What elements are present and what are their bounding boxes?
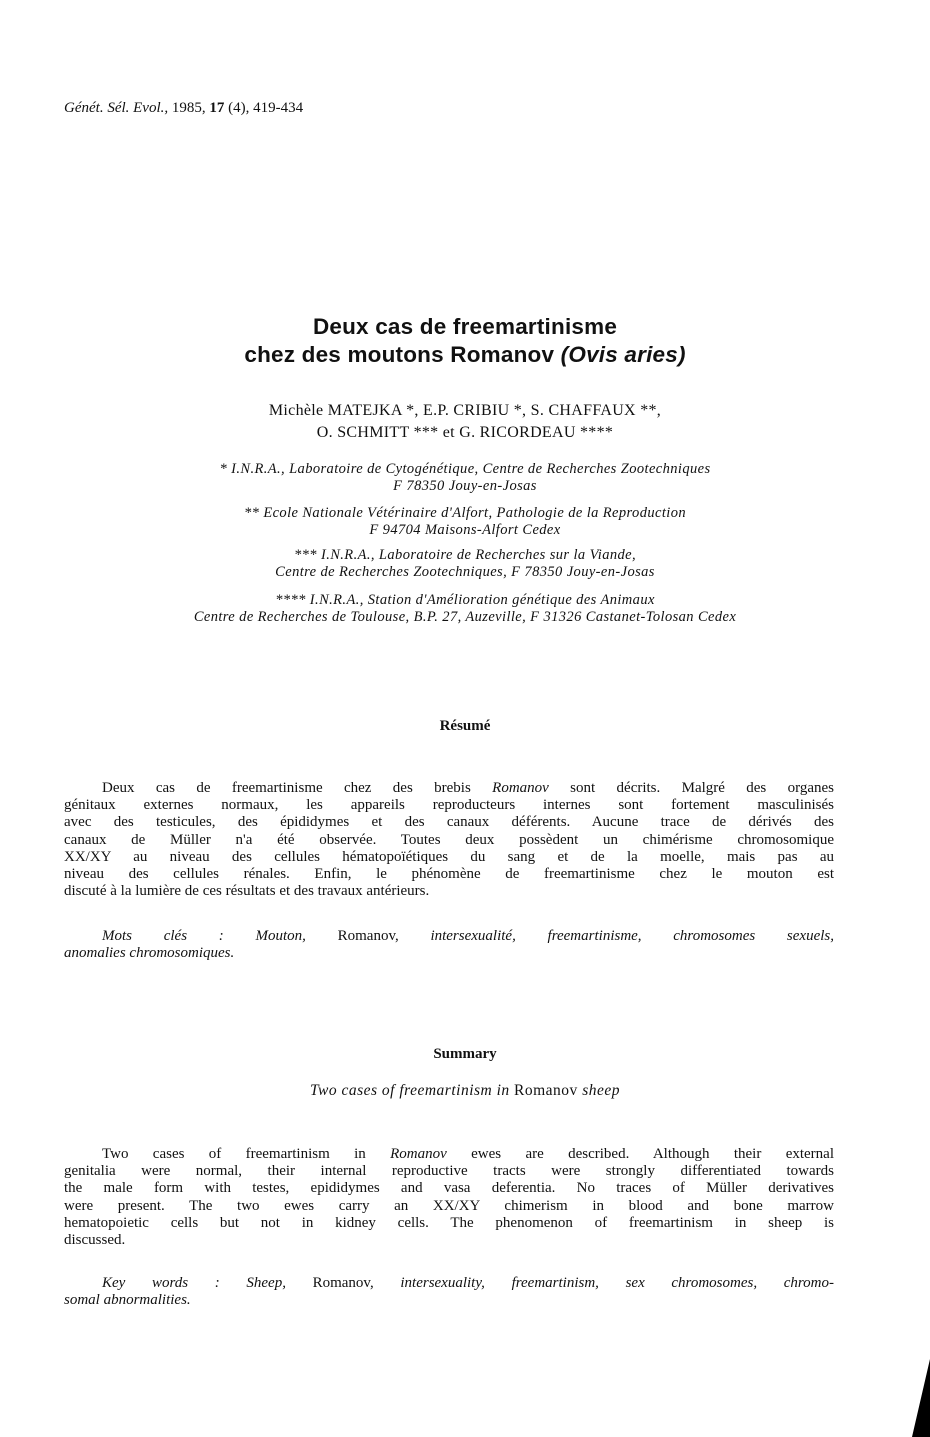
affiliation-2 [0,505,930,539]
affiliation-3-line-1: *** I.N.R.A., Laboratoire de Recherches sur la Viande, [293,547,637,563]
title-line-2 [0,341,930,369]
summary-subtitle-a: Two cases of freemartinism in [310,1082,515,1099]
summary-keywords-line-1 [64,1275,834,1292]
journal-volume: 17 [209,100,225,116]
journal-issue-pages: (4), 419-434 [228,100,304,116]
resume-line-2: génitaux externes normaux, les appareils reproducteurs internes sont fortement masculinisés [64,797,834,814]
summary-keywords-rest-1: intersexuality, freemartinism, sex chromosomes, chromo- [400,1275,834,1291]
resume-line-1a: Deux cas de freemartinisme chez des brebis [102,780,493,796]
resume-keywords-line-2: anomalies chromosomiques. [64,945,235,962]
affiliation-1 [0,461,930,495]
affiliation-1-line-1: * I.N.R.A., Laboratoire de Cytogénétique, Centre de Recherches Zootechniques [219,461,711,477]
affiliation-2-line-1: ** Ecole Nationale Vétérinaire d'Alfort, Pathologie de la Reproduction [244,505,686,521]
resume-line-6: niveau des cellules rénales. Enfin, le phénomène de freemartinisme chez le mouton est [64,866,834,883]
affiliation-4-line-2: Centre de Recherches de Toulouse, B.P. 27, Auzeville, F 31326 Castanet-Tolosan Cedex [193,609,737,625]
affiliation-1-line-2: F 78350 Jouy-en-Josas [393,478,537,494]
authors-line-2: O. SCHMITT *** et G. RICORDEAU **** [316,424,614,441]
summary-keywords-line-2: somal abnormalities. [64,1292,191,1309]
resume-keywords [64,928,834,962]
resume-line-3: avec des testicules, des épididymes et des canaux déférents. Aucune trace de dérivés des [64,814,834,831]
resume-heading: Résumé [439,718,491,734]
title-line-1: Deux cas de freemartinisme [312,314,618,339]
resume-keywords-label: Mots clés : Mouton, [102,928,306,944]
summary-line-4: were present. The two ewes carry an XX/XY chimerism in blood and bone marrow [64,1197,834,1214]
affiliation-4 [0,592,930,626]
journal-citation [64,100,303,117]
article-title [0,313,930,369]
resume-keywords-plain: Romanov, [305,928,431,944]
summary-subtitle [0,1082,930,1100]
resume-line-1c: sont décrits. Malgré des organes [548,780,834,796]
resume-keywords-rest-1: intersexualité, freemartinisme, chromosomes sexuels, [430,928,834,944]
summary-heading: Summary [433,1046,497,1062]
affiliation-2-line-2: F 94704 Maisons-Alfort Cedex [369,522,561,538]
authors-line-1: Michèle MATEJKA *, E.P. CRIBIU *, S. CHAFFAUX **, [268,402,662,419]
summary-paragraph [64,1146,834,1249]
summary-keywords-label: Key words : Sheep, [102,1275,286,1291]
summary-line-3: the male form with testes, epididymes and vasa deferentia. No traces of Müller derivatives [64,1180,834,1197]
page-corner-mark [912,1359,930,1437]
summary-subtitle-c: sheep [577,1082,620,1099]
journal-year: 1985, [171,100,206,116]
affiliation-3 [0,547,930,581]
affiliation-4-line-1: **** I.N.R.A., Station d'Amélioration génétique des Animaux [275,592,655,608]
summary-line-6: discussed. [64,1232,126,1249]
title-line-2-text: chez des moutons Romanov [244,342,561,367]
summary-line-5: hematopoietic cells but not in kidney cells. The phenomenon of freemartinism in sheep is [64,1214,834,1231]
summary-line-1a: Two cases of freemartinism in [102,1146,391,1162]
resume-line-7: discuté à la lumière de ces résultats et des travaux antérieurs. [64,883,430,900]
resume-line-1 [64,780,834,797]
affiliation-3-line-2: Centre de Recherches Zootechniques, F 78350 Jouy-en-Josas [275,564,655,580]
resume-line-4: canaux de Müller n'a été observée. Toutes deux possèdent un chimérisme chromosomique [64,831,834,848]
summary-keywords-plain: Romanov, [285,1275,401,1291]
resume-paragraph [64,780,834,900]
summary-line-1 [64,1146,834,1163]
summary-line-1c: ewes are described. Although their external [446,1146,834,1162]
summary-line-2: genitalia were normal, their internal reproductive tracts were strongly differentiated towards [64,1163,834,1180]
summary-line-1b: Romanov [390,1146,447,1162]
resume-keywords-line-1 [64,928,834,945]
resume-line-5: XX/XY au niveau des cellules hématopoïétiques du sang et de la moelle, mais pas au [64,848,834,865]
resume-line-1b: Romanov [492,780,549,796]
author-list [0,400,930,444]
summary-subtitle-b: Romanov [514,1082,578,1099]
summary-keywords [64,1275,834,1309]
species-name: (Ovis aries) [560,342,686,367]
journal-name: Génét. Sél. Evol., [64,100,169,116]
